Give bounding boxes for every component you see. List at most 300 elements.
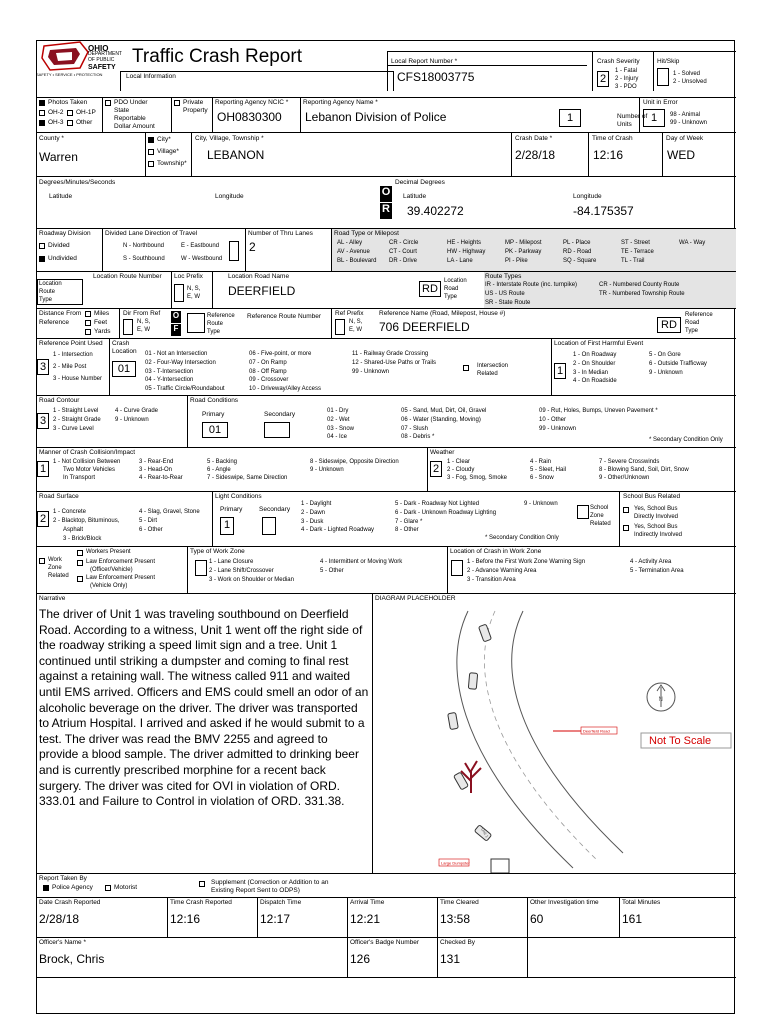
cond-secondary-value[interactable] bbox=[264, 422, 290, 438]
agency-line4: SAFETY bbox=[88, 64, 116, 71]
motorist-label: Motorist bbox=[114, 884, 138, 891]
intersection-related-label-2: Related bbox=[477, 371, 498, 377]
cond-opt: 99 - Unknown bbox=[539, 425, 577, 432]
ref-point-opt-1: 1 - Intersection bbox=[53, 352, 93, 358]
narrative-line: 333.01 and Failure to Control in violation of ORD. 331.38. bbox=[39, 794, 345, 809]
loc-prefix-box[interactable] bbox=[174, 284, 184, 302]
decimal-degrees-label: Decimal Degrees bbox=[395, 179, 445, 186]
vehicle-1-icon bbox=[479, 624, 492, 642]
collision-label: Manner of Crash Collision/Impact bbox=[39, 449, 136, 456]
route-type-sr: SR - State Route bbox=[485, 300, 531, 306]
cond-opt: 01 - Dry bbox=[327, 408, 349, 414]
oh3-label: OH-3 bbox=[48, 119, 64, 126]
wz-type-opt-1: 1 - Lane Closure bbox=[209, 559, 254, 565]
workers-present-checkbox[interactable] bbox=[77, 550, 83, 556]
reportable-label: Reportable bbox=[114, 115, 146, 122]
of-badge-o: O bbox=[171, 311, 181, 323]
first-harmful-opt: 5 - On Gore bbox=[649, 352, 681, 358]
severity-opt-3: 3 - PDO bbox=[615, 84, 637, 90]
vehicle-3-icon bbox=[448, 712, 459, 729]
collision-opt-1b: Two Motor Vehicles bbox=[63, 467, 116, 473]
cond-opt: 09 - Rut, Holes, Bumps, Uneven Pavement * bbox=[539, 408, 658, 414]
first-harmful-value[interactable]: 1 bbox=[554, 363, 566, 379]
cond-opt: 04 - Ice bbox=[327, 434, 348, 441]
collision-opt-8: 8 - Sideswipe, Opposite Direction bbox=[310, 459, 399, 465]
work-zone-checkbox[interactable] bbox=[39, 558, 45, 564]
narrative-line: until EMS arrived. Officers and EMS could smell an odor of an bbox=[39, 684, 369, 699]
narrative-line: The driver of Unit 1 was traveling southbound on Deerfield bbox=[39, 607, 349, 621]
intersection-related-label: Intersection bbox=[477, 363, 509, 369]
crash-location-label: Crash bbox=[112, 340, 130, 347]
road-type-item: CR - Circle bbox=[389, 240, 419, 246]
work-zone-type-box[interactable] bbox=[195, 560, 207, 576]
first-harmful-opt: 9 - Unknown bbox=[649, 369, 683, 376]
time-reported-label: Time Crash Reported bbox=[170, 899, 232, 906]
road-type-item: PK - Parkway bbox=[505, 249, 542, 255]
crash-date-label: Crash Date * bbox=[515, 135, 553, 142]
collision-opt-1a: 1 - Not Collision Between bbox=[53, 459, 121, 465]
crash-time-label: Time of Crash bbox=[592, 135, 633, 142]
surface-opt-5: 5 - Dirt bbox=[139, 518, 157, 524]
weather-opt-9: 9 - Other/Unknown bbox=[599, 475, 650, 481]
city-village-label: City, Village, Township * bbox=[195, 135, 264, 142]
cond-opt: 02 - Wet bbox=[327, 416, 350, 423]
light-conditions-label: Light Conditions bbox=[215, 493, 262, 500]
light-primary-label: Primary bbox=[220, 506, 243, 513]
road-label-text: Deerfield Road bbox=[583, 728, 610, 734]
cond-opt: 05 - Sand, Mud, Dirt, Oil, Gravel bbox=[401, 408, 487, 414]
hitskip-label: Hit/Skip bbox=[657, 58, 680, 65]
badge-number-value[interactable]: 126 bbox=[350, 952, 371, 966]
divided-checkbox[interactable] bbox=[39, 243, 45, 249]
date-reported-value[interactable]: 2/28/18 bbox=[39, 912, 80, 926]
weather-value[interactable]: 2 bbox=[430, 461, 442, 477]
feet-label: Feet bbox=[94, 319, 108, 326]
first-harmful-opt: 1 - On Roadway bbox=[573, 352, 617, 358]
county-label: County * bbox=[39, 135, 64, 142]
yards-label: Yards bbox=[94, 328, 111, 335]
severity-value[interactable]: 2 bbox=[597, 71, 609, 87]
first-harmful-opt: 2 - On Shoulder bbox=[573, 360, 616, 367]
cond-opt: 08 - Debris * bbox=[401, 434, 435, 441]
yards-checkbox[interactable] bbox=[85, 329, 91, 335]
private-property-checkbox[interactable] bbox=[174, 100, 180, 106]
school-zone-label-3: Related bbox=[590, 521, 611, 527]
lane-direction-box[interactable] bbox=[229, 241, 239, 261]
light-opt: 1 - Daylight bbox=[301, 501, 332, 507]
motto: SAFETY • SERVICE • PROTECTION bbox=[36, 72, 103, 77]
crash-location-opt: 11 - Railway Grade Crossing bbox=[352, 351, 429, 357]
narrative-line: to Atrium Hospital. I arrived and asked if he would submit to a bbox=[39, 716, 365, 731]
ref-name-label: Reference Name (Road, Milepost, House #) bbox=[379, 310, 506, 317]
light-opt: 6 - Dark - Unknown Roadway Lighting bbox=[395, 509, 497, 516]
route-type-us: US - US Route bbox=[485, 291, 525, 297]
first-harmful-label: Location of First Harmful Event bbox=[554, 340, 644, 347]
lane-direction-label: Divided Lane Direction of Travel bbox=[105, 230, 198, 237]
cond-primary-value[interactable]: 01 bbox=[202, 422, 228, 438]
agency-name-label: Reporting Agency Name * bbox=[303, 99, 378, 106]
road-surface-label: Road Surface bbox=[39, 493, 79, 500]
distance-from-label: Distance From bbox=[39, 310, 82, 317]
wz-loc-opt-2: 2 - Advance Warning Area bbox=[467, 568, 537, 574]
crash-location-value[interactable]: 01 bbox=[112, 361, 136, 377]
miles-label: Miles bbox=[94, 310, 110, 317]
diagram-label: DIAGRAM PLACEHOLDER bbox=[375, 595, 456, 602]
work-zone-location-box[interactable] bbox=[451, 560, 463, 576]
loc-prefix-opts-2: E, W bbox=[187, 294, 200, 300]
orientation-r: R bbox=[380, 203, 392, 219]
roadway-division-label: Roadway Division bbox=[39, 230, 91, 237]
cond-secondary-note: * Secondary Condition Only bbox=[649, 437, 723, 443]
surface-opt-3: 3 - Brick/Block bbox=[63, 536, 102, 542]
light-opt-9: 9 - Unknown bbox=[524, 501, 558, 507]
other-checkbox[interactable] bbox=[67, 120, 73, 126]
road-contour-label: Road Contour bbox=[39, 397, 80, 404]
cond-primary-label: Primary bbox=[202, 411, 225, 418]
collision-opt-6: 6 - Angle bbox=[207, 467, 231, 473]
dir-from-ref-label: Dir From Ref bbox=[123, 310, 161, 317]
light-secondary-value[interactable] bbox=[262, 517, 276, 535]
route-types-label: Route Types bbox=[485, 273, 522, 280]
road-type-item: PI - Pike bbox=[505, 258, 528, 264]
ref-point-value[interactable]: 3 bbox=[37, 359, 49, 375]
local-report-label: Local Report Number * bbox=[391, 58, 458, 65]
supplement-label-2: Existing Report Sent to ODPS) bbox=[211, 887, 300, 894]
oh1p-checkbox[interactable] bbox=[67, 110, 73, 116]
undivided-checkbox[interactable] bbox=[39, 256, 45, 262]
intersection-related-checkbox[interactable] bbox=[463, 365, 469, 371]
weather-opt-5: 5 - Sleet, Hail bbox=[530, 467, 567, 473]
thru-lanes-label: Number of Thru Lanes bbox=[248, 230, 313, 237]
crash-location-opt: 10 - Driveway/Alley Access bbox=[249, 386, 322, 393]
collision-opt-7: 7 - Sideswipe, Same Direction bbox=[207, 475, 288, 481]
township-checkbox[interactable] bbox=[148, 161, 154, 167]
arrival-time-value[interactable]: 12:21 bbox=[350, 912, 381, 926]
other-investigation-value[interactable]: 60 bbox=[530, 912, 544, 926]
dec-lon-label: Longitude bbox=[573, 193, 602, 200]
zone-label: Zone bbox=[48, 565, 62, 571]
ref-route-number-label: Reference Route Number bbox=[247, 313, 322, 320]
miles-checkbox[interactable] bbox=[85, 311, 91, 317]
work-label: Work bbox=[48, 557, 62, 563]
road-type-item: PL - Place bbox=[563, 240, 591, 246]
dir-north: N - Northbound bbox=[123, 243, 165, 249]
date-reported-label: Date Crash Reported bbox=[39, 899, 101, 906]
dir-east: E - Eastbound bbox=[181, 243, 220, 249]
units-value[interactable]: 1 bbox=[559, 109, 581, 127]
ncic-value[interactable]: OH0830300 bbox=[217, 110, 282, 124]
weather-opt-7: 7 - Severe Crosswinds bbox=[599, 459, 660, 465]
dms-lon-label: Longitude bbox=[215, 193, 244, 200]
cond-opt: 07 - Slush bbox=[401, 425, 429, 432]
work-zone-type-label: Type of Work Zone bbox=[190, 548, 245, 555]
contour-opt-2: 2 - Straight Grade bbox=[53, 417, 101, 423]
road-type-item: AL - Alley bbox=[337, 240, 363, 246]
vehicle-2-icon bbox=[468, 673, 477, 690]
feet-checkbox[interactable] bbox=[85, 320, 91, 326]
crash-diagram bbox=[373, 603, 735, 873]
other-label: Other bbox=[76, 119, 93, 126]
road-type-item: HE - Heights bbox=[447, 240, 482, 246]
light-opt: 8 - Other bbox=[395, 527, 419, 534]
route-type-cr: CR - Numbered County Route bbox=[599, 282, 680, 288]
longitude-value[interactable]: -84.175357 bbox=[573, 204, 634, 218]
road-surface-value[interactable]: 2 bbox=[37, 511, 49, 527]
surface-opt-2: 2 - Blacktop, Bituminous, bbox=[53, 518, 120, 524]
ref-road-type-label-1: Reference bbox=[685, 312, 713, 318]
dir-ref-opts-2: E, W bbox=[137, 327, 150, 333]
surface-opt-4: 4 - Slag, Gravel, Stone bbox=[139, 509, 200, 515]
road-type-item: SQ - Square bbox=[563, 258, 597, 264]
thru-lanes-value[interactable]: 2 bbox=[249, 240, 256, 254]
crash-location-opt: 01 - Not an Intersection bbox=[145, 351, 208, 357]
narrative-line: continued until striking a dumpster and coming to final rest bbox=[39, 653, 349, 668]
undivided-label: Undivided bbox=[48, 255, 77, 262]
crash-location-opt: 05 - Traffic Circle/Roundabout bbox=[145, 386, 225, 393]
related-label: Related bbox=[48, 573, 69, 579]
school-zone-box[interactable] bbox=[577, 505, 589, 519]
route-type-ir: IR - Interstate Route (inc. turnpike) bbox=[485, 282, 578, 288]
dir-from-ref-box[interactable] bbox=[123, 319, 133, 335]
city-value[interactable]: LEBANON bbox=[207, 148, 265, 162]
narrative-line: Road. According to a witness, Unit 1 went off the right side of bbox=[39, 622, 363, 637]
road-centerline bbox=[484, 611, 598, 861]
contour-opt-1: 1 - Straight Level bbox=[53, 408, 99, 414]
first-harmful-opt: 4 - On Roadside bbox=[573, 378, 617, 385]
crash-location-opt: 07 - On Ramp bbox=[249, 359, 287, 366]
supplement-checkbox[interactable] bbox=[199, 881, 205, 887]
narrative-line: alcoholic beverage on the driver. The driver was transported bbox=[39, 700, 358, 715]
oh1p-label: OH-1P bbox=[76, 109, 96, 116]
total-minutes-value[interactable]: 161 bbox=[622, 912, 643, 926]
wz-loc-opt-3: 3 - Transition Area bbox=[467, 577, 516, 583]
officer-name-label: Officer's Name * bbox=[39, 939, 86, 946]
state-label: State bbox=[114, 107, 130, 114]
loc-road-type-label-3: Type bbox=[444, 294, 458, 300]
contour-opt-5: 9 - Unknown bbox=[115, 417, 149, 423]
oh2-checkbox[interactable] bbox=[39, 110, 45, 116]
dec-lat-label: Latitude bbox=[403, 193, 427, 200]
pdo-label: PDO Under bbox=[114, 99, 148, 106]
cond-opt: 06 - Water (Standing, Moving) bbox=[401, 416, 481, 423]
light-opt: 2 - Dawn bbox=[301, 509, 326, 516]
units-label-2: Units bbox=[617, 121, 632, 128]
time-cleared-label: Time Cleared bbox=[440, 899, 479, 906]
ref-road-type-label-2: Road bbox=[685, 320, 700, 326]
severity-label: Crash Severity bbox=[597, 58, 640, 65]
weather-opt-8: 8 - Blowing Sand, Soil, Dirt, Snow bbox=[599, 467, 689, 473]
severity-opt-2: 2 - Injury bbox=[615, 76, 639, 82]
photos-taken-label: Photos Taken bbox=[48, 99, 88, 106]
bus-indirect-checkbox[interactable] bbox=[623, 525, 629, 531]
road-type-item: CT - Court bbox=[389, 249, 417, 255]
surface-opt-6: 6 - Other bbox=[139, 527, 163, 533]
weather-label: Weather bbox=[430, 449, 455, 456]
day-of-week-value[interactable]: WED bbox=[667, 148, 695, 162]
ref-name-value[interactable]: 706 DEERFIELD bbox=[379, 320, 470, 334]
road-type-label: Road Type or Milepost bbox=[334, 230, 399, 237]
school-zone-label-2: Zone bbox=[590, 513, 604, 519]
loc-prefix-label: Loc Prefix bbox=[174, 273, 203, 280]
road-conditions-label: Road Conditions bbox=[190, 397, 239, 404]
first-harmful-opt: 3 - In Median bbox=[573, 369, 609, 376]
law-officer-checkbox[interactable] bbox=[77, 560, 83, 566]
north-label: N bbox=[658, 697, 663, 703]
dms-label: Degrees/Minutes/Seconds bbox=[39, 179, 116, 186]
hitskip-box[interactable] bbox=[657, 68, 669, 86]
ref-route-type-label-2: Route bbox=[207, 321, 224, 327]
loc-prefix-opts: N, S, bbox=[187, 286, 201, 292]
bus-direct-label-2: Directly Involved bbox=[634, 514, 679, 520]
narrative-text[interactable] bbox=[39, 607, 369, 810]
crash-date-value[interactable]: 2/28/18 bbox=[515, 148, 556, 162]
weather-opt-2: 2 - Cloudy bbox=[447, 467, 475, 473]
village-checkbox[interactable] bbox=[148, 149, 154, 155]
wz-type-opt-4: 4 - Intermittent or Moving Work bbox=[320, 559, 403, 565]
police-agency-label: Police Agency bbox=[52, 884, 93, 891]
road-type-item: TE - Terrace bbox=[621, 249, 654, 255]
bus-indirect-label: Yes, School Bus bbox=[634, 524, 678, 530]
motorist-checkbox[interactable] bbox=[105, 885, 111, 891]
collision-opt-3: 3 - Rear-End bbox=[139, 459, 174, 465]
ref-prefix-label: Ref Prefix bbox=[335, 310, 364, 317]
city-checkbox[interactable] bbox=[148, 137, 154, 143]
road-edge-left bbox=[457, 611, 573, 868]
narrative-line: surgery. The driver was cited for OVI in violation of ORD. bbox=[39, 778, 341, 793]
orientation-o: O bbox=[380, 186, 392, 202]
workers-present-label: Workers Present bbox=[86, 549, 131, 555]
narrative-line: the roadway striking a speed limit sign and a tree. Unit 1 bbox=[39, 638, 338, 653]
agency-name-value[interactable]: Lebanon Division of Police bbox=[305, 110, 447, 124]
total-minutes-label: Total Minutes bbox=[622, 899, 661, 906]
location-route-number-label: Location Route Number bbox=[93, 273, 162, 280]
light-secondary-label: Secondary bbox=[259, 506, 291, 513]
work-zone-location-label: Location of Crash in Work Zone bbox=[450, 548, 542, 555]
ref-road-type-label-3: Type bbox=[685, 328, 699, 334]
collision-value[interactable]: 1 bbox=[37, 461, 49, 477]
weather-opt-3: 3 - Fog, Smog, Smoke bbox=[447, 475, 508, 481]
dispatch-time-value[interactable]: 12:17 bbox=[260, 912, 291, 926]
cond-opt: 03 - Snow bbox=[327, 425, 355, 432]
city-check-label: City* bbox=[157, 136, 171, 143]
dms-lat-label: Latitude bbox=[49, 193, 73, 200]
time-cleared-value[interactable]: 13:58 bbox=[440, 912, 471, 926]
wz-type-opt-5: 5 - Other bbox=[320, 568, 344, 574]
narrative-line: against a retaining wall. The witness called 911 and waited bbox=[39, 669, 351, 684]
law-officer-label: Law Enforcement Present bbox=[86, 559, 156, 565]
light-opt: 5 - Dark - Roadway Not Lighted bbox=[395, 501, 480, 507]
day-of-week-label: Day of Week bbox=[666, 135, 704, 142]
divided-label: Divided bbox=[48, 242, 70, 249]
collision-opt-5: 5 - Backing bbox=[207, 459, 238, 465]
ncic-label: Reporting Agency NCIC * bbox=[215, 99, 289, 106]
crash-form bbox=[36, 40, 735, 1014]
loc-road-type-value[interactable]: RD bbox=[419, 281, 441, 297]
local-info-label: Local Information bbox=[126, 73, 176, 80]
road-type-item: BL - Boulevard bbox=[337, 258, 377, 264]
surface-opt-2b: Asphalt bbox=[63, 527, 84, 533]
latitude-value[interactable]: 39.402272 bbox=[407, 204, 464, 218]
crash-location-opt: 03 - T-Intersection bbox=[145, 368, 194, 375]
light-primary-value[interactable]: 1 bbox=[220, 517, 234, 535]
law-vehicle-checkbox[interactable] bbox=[77, 576, 83, 582]
loc-road-type-label-1: Location bbox=[444, 278, 467, 284]
road-type-item: HW - Highway bbox=[447, 249, 486, 255]
crash-time-value[interactable]: 12:16 bbox=[593, 148, 624, 162]
school-zone-label-1: School bbox=[590, 505, 609, 511]
collision-opt-1c: In Transport bbox=[63, 475, 96, 481]
narrative-label: Narrative bbox=[39, 595, 66, 602]
light-secondary-note: * Secondary Condition Only bbox=[485, 535, 559, 541]
time-reported-value[interactable]: 12:16 bbox=[170, 912, 201, 926]
route-type-tr: TR - Numbered Township Route bbox=[599, 291, 685, 297]
collision-opt-4: 4 - Rear-to-Rear bbox=[139, 475, 183, 481]
road-type-item: ST - Street bbox=[621, 240, 650, 246]
agency-line3: OF PUBLIC bbox=[88, 57, 115, 63]
ref-prefix-box[interactable] bbox=[335, 319, 345, 335]
road-contour-value[interactable]: 3 bbox=[37, 413, 49, 429]
road-type-item: WA - Way bbox=[679, 240, 706, 246]
road-type-item: TL - Trail bbox=[621, 258, 645, 264]
county-value[interactable]: Warren bbox=[39, 150, 78, 164]
loc-road-name-value[interactable]: DEERFIELD bbox=[228, 284, 296, 298]
private-label: Private bbox=[183, 99, 204, 106]
oh3-checkbox[interactable] bbox=[39, 120, 45, 126]
bus-direct-checkbox[interactable] bbox=[623, 507, 629, 513]
unit-error-value[interactable]: 1 bbox=[643, 109, 665, 127]
dollar-label: Dollar Amount bbox=[114, 123, 155, 130]
wz-loc-opt-4: 4 - Activity Area bbox=[630, 559, 672, 565]
light-opt: 4 - Dark - Lighted Roadway bbox=[301, 527, 375, 534]
unit-error-opt-2: 99 - Unknown bbox=[670, 120, 708, 126]
ref-route-type-box[interactable] bbox=[187, 313, 205, 333]
road-type-item: LA - Lane bbox=[447, 258, 473, 264]
dir-ref-opts: N, S, bbox=[137, 319, 151, 325]
ref-road-type-value[interactable]: RD bbox=[657, 317, 681, 333]
unit-error-opt-1: 98 - Animal bbox=[670, 112, 701, 118]
contour-opt-4: 4 - Curve Grade bbox=[115, 408, 159, 414]
location-route-label-1: Location bbox=[39, 281, 62, 287]
ref-point-opt-2: 2 - Mile Post bbox=[53, 364, 87, 370]
cond-opt: 10 - Other bbox=[539, 416, 567, 423]
narrative-line: provide a blood sample. The driver admitted to drinking beer bbox=[39, 747, 359, 762]
photos-taken-checkbox[interactable] bbox=[39, 100, 45, 106]
police-agency-checkbox[interactable] bbox=[43, 885, 49, 891]
ref-point-label: Reference Point Used bbox=[39, 340, 103, 347]
law-vehicle-label: Law Enforcement Present bbox=[86, 575, 156, 581]
unit-label-text: Unit 1 bbox=[480, 827, 490, 839]
collision-opt-9: 9 - Unknown bbox=[310, 467, 344, 473]
of-badge-f: F bbox=[171, 324, 181, 336]
local-report-number[interactable]: CFS18003775 bbox=[397, 70, 475, 84]
pdo-checkbox[interactable] bbox=[105, 100, 111, 106]
road-type-item: DR - Drive bbox=[389, 258, 417, 264]
badge-number-label: Officer's Badge Number bbox=[350, 939, 420, 946]
wz-type-opt-2: 2 - Lane Shift/Crossover bbox=[209, 568, 274, 574]
first-harmful-opt: 6 - Outside Trafficway bbox=[649, 360, 707, 367]
supplement-label: Supplement (Correction or Addition to an bbox=[211, 879, 329, 886]
arrival-time-label: Arrival Time bbox=[350, 899, 385, 906]
checked-by-value[interactable]: 131 bbox=[440, 952, 461, 966]
crash-location-opt: 09 - Crossover bbox=[249, 377, 289, 384]
crash-location-opt: 04 - Y-Intersection bbox=[145, 377, 194, 384]
ref-route-type-label-1: Reference bbox=[207, 313, 235, 319]
officer-name-value[interactable]: Brock, Chris bbox=[39, 952, 105, 966]
vehicle-4-icon bbox=[454, 772, 469, 790]
loc-road-type-label-2: Road bbox=[444, 286, 459, 292]
agency-line2: DEPARTMENT bbox=[88, 51, 122, 57]
road-type-item: AV - Avenue bbox=[337, 249, 370, 255]
